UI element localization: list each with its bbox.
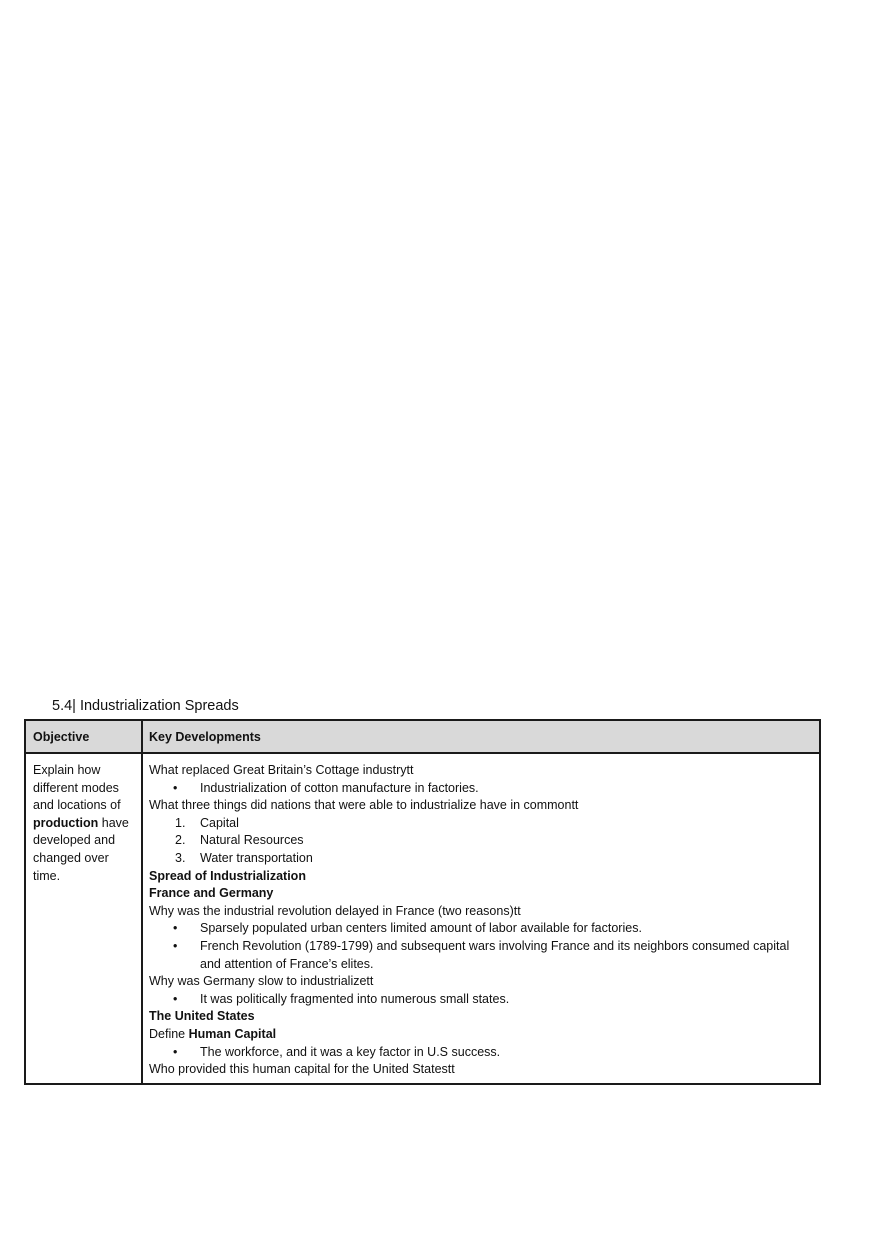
list-item-text: Capital bbox=[200, 815, 239, 830]
list-item-text: Natural Resources bbox=[200, 833, 304, 848]
answer-urban-centers: Sparsely populated urban centers limited amount of labor available for factories. bbox=[200, 921, 642, 936]
list-item bbox=[149, 938, 809, 973]
subsection-heading: France and Germany bbox=[149, 886, 274, 901]
question-human-capital-source: Who provided this human capital for the United Statestt bbox=[149, 1062, 455, 1077]
list-item bbox=[149, 850, 809, 868]
bullet-icon: • bbox=[173, 780, 178, 795]
list-item bbox=[149, 780, 809, 798]
answer-cotton-factories: Industrialization of cotton manufacture in factories. bbox=[200, 780, 479, 795]
list-item bbox=[149, 991, 809, 1009]
list-item bbox=[149, 1044, 809, 1062]
bullet-icon: • bbox=[173, 1044, 178, 1059]
objective-bold-term: production bbox=[33, 815, 99, 830]
define-term: Human Capital bbox=[188, 1026, 277, 1041]
answer-fragmented: It was politically fragmented into numerous small states. bbox=[200, 991, 510, 1006]
page-title: 5.4| Industrialization Spreads bbox=[52, 698, 239, 714]
list-number: 1. bbox=[175, 815, 186, 830]
bullet-icon: • bbox=[173, 991, 178, 1006]
section-heading: Spread of Industrialization bbox=[149, 868, 306, 883]
list-item bbox=[149, 815, 809, 833]
key-developments-cell bbox=[149, 762, 809, 1079]
section-heading: The United States bbox=[149, 1009, 255, 1024]
objective-header: Objective bbox=[33, 730, 90, 744]
objective-text-start: Explain how different modes and locations of bbox=[33, 763, 121, 813]
question-cottage-industry: What replaced Great Britain’s Cottage industrytt bbox=[149, 763, 414, 777]
answer-french-revolution: French Revolution (1789-1799) and subsequent wars involving France and its neighbors consumed capital and attention of France’s elites. bbox=[200, 938, 790, 971]
list-number: 3. bbox=[175, 850, 186, 865]
key-developments-header: Key Developments bbox=[149, 730, 261, 744]
question-france-delay: Why was the industrial revolution delayed in France (two reasons)tt bbox=[149, 903, 521, 918]
list-item bbox=[149, 920, 809, 938]
column-divider bbox=[141, 721, 143, 1083]
bullet-icon: • bbox=[173, 921, 178, 936]
answer-workforce: The workforce, and it was a key factor in U.S success. bbox=[200, 1044, 501, 1059]
list-number: 2. bbox=[175, 833, 186, 848]
question-three-things: What three things did nations that were able to industrialize have in commontt bbox=[149, 798, 579, 813]
table-header-row bbox=[26, 721, 819, 754]
define-line bbox=[149, 1026, 809, 1044]
objective-cell bbox=[33, 762, 138, 885]
question-germany-slow: Why was Germany slow to industrializett bbox=[149, 974, 374, 989]
bullet-icon: • bbox=[173, 938, 178, 953]
list-item-text: Water transportation bbox=[200, 850, 313, 865]
list-item bbox=[149, 832, 809, 850]
notes-table bbox=[24, 719, 821, 1085]
objective-text-end: have developed and changed over time. bbox=[33, 815, 129, 883]
define-prefix: Define bbox=[149, 1026, 189, 1041]
